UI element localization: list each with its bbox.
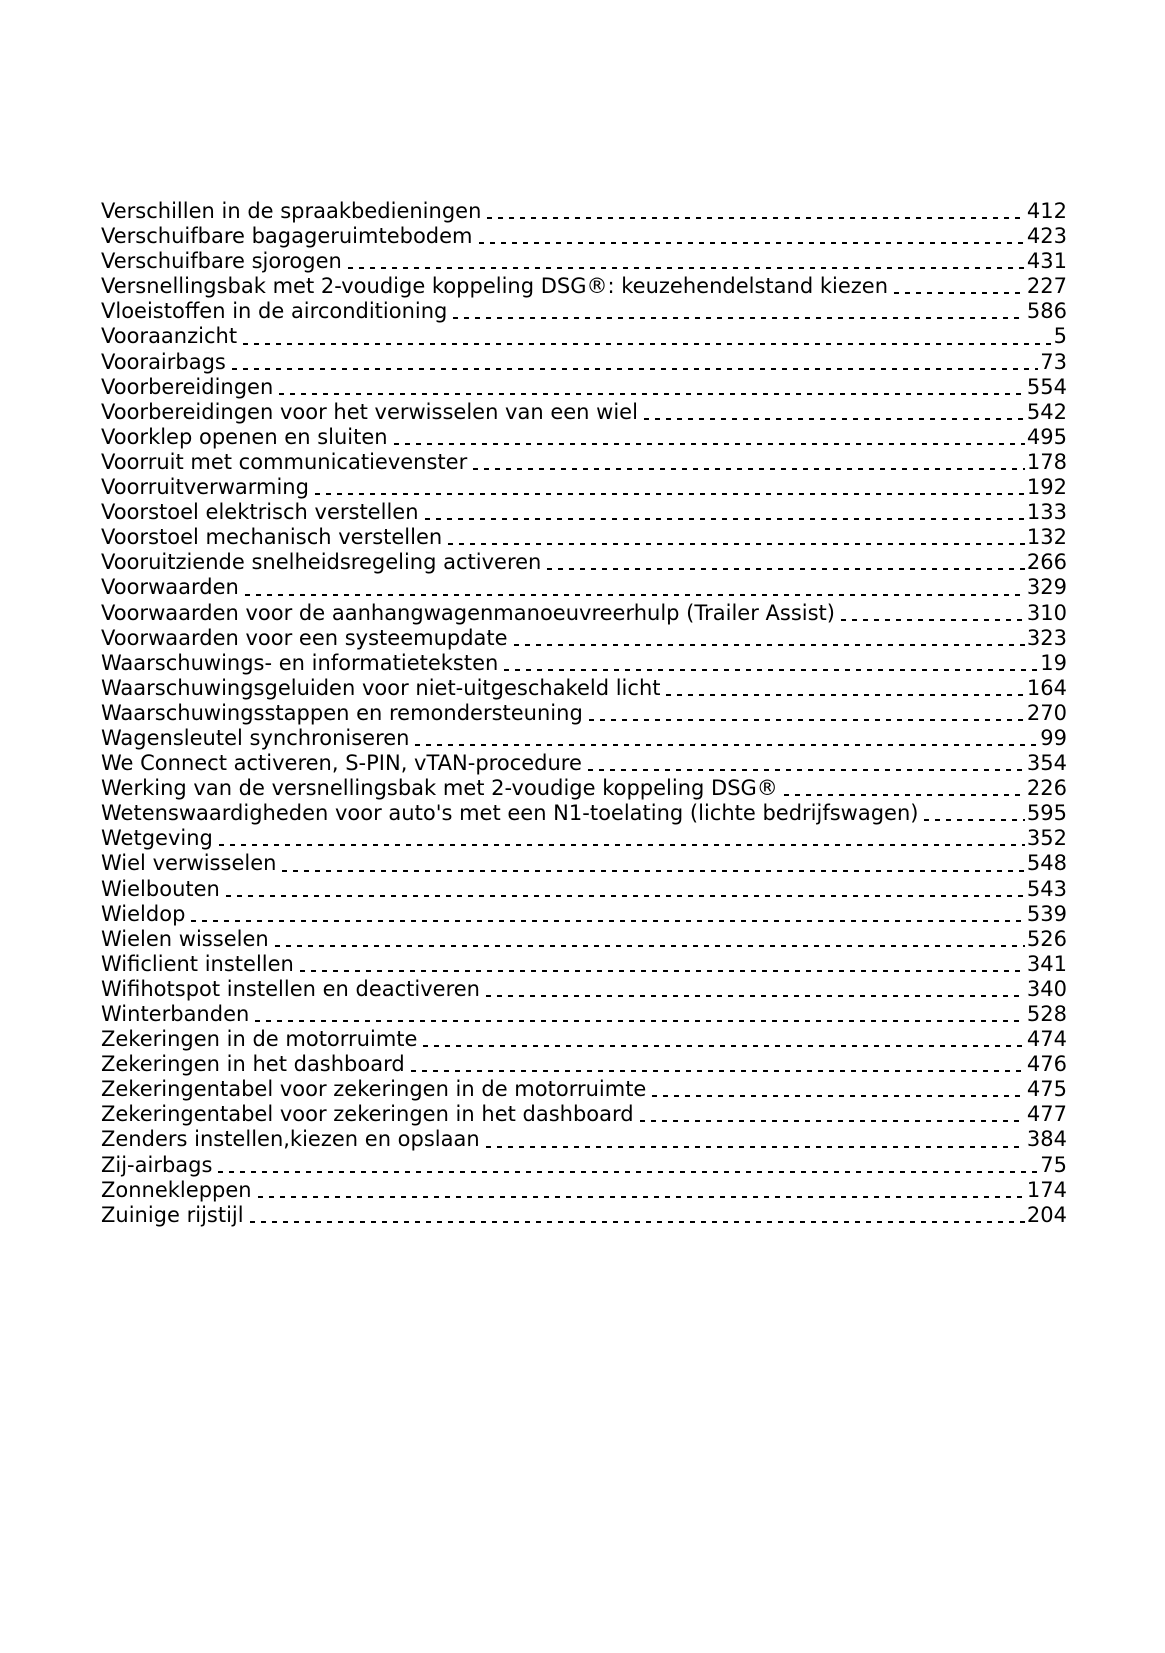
entry-title: Wielen wisselen	[101, 926, 269, 951]
entry-page-number: 340	[1026, 976, 1067, 1001]
index-entry[interactable]	[101, 1002, 1067, 1027]
entry-page-number: 477	[1026, 1102, 1067, 1127]
entry-title: Voorruit met communicatievenster	[101, 449, 468, 474]
index-entry[interactable]	[101, 952, 1067, 977]
entry-page-number: 99	[1040, 725, 1067, 750]
index-entry[interactable]	[101, 651, 1067, 676]
entry-page-number: 323	[1026, 625, 1067, 650]
entry-page-number: 542	[1026, 399, 1067, 424]
entry-title: Wificlient instellen	[101, 951, 294, 976]
entry-title: Waarschuwings- en informatieteksten	[101, 650, 499, 675]
entry-page-number: 352	[1026, 826, 1067, 851]
dot-leader	[644, 417, 1025, 420]
entry-title: Wetgeving	[101, 826, 213, 851]
entry-title: Vloeistoffen in de airconditioning	[101, 299, 448, 324]
entry-page-number: 341	[1026, 951, 1067, 976]
entry-title: Voorwaarden	[101, 575, 239, 600]
entry-page-number: 528	[1026, 1002, 1067, 1026]
index-entry[interactable]	[101, 851, 1067, 876]
dot-leader	[226, 894, 1025, 897]
entry-page-number: 526	[1026, 926, 1067, 951]
entry-title: Versnellingsbak met 2-voudige koppeling DSG®: keuzehendelstand kiezen	[101, 274, 888, 299]
index-entry[interactable]	[101, 224, 1067, 249]
entry-title: Zekeringen in de motorruimte	[101, 1027, 418, 1052]
entry-title: Wiel verwisselen	[101, 851, 277, 876]
entry-title: Voorklep openen en sluiten	[101, 424, 388, 449]
entry-page-number: 174	[1026, 1177, 1067, 1202]
dot-leader	[232, 367, 1038, 370]
entry-page-number: 178	[1026, 449, 1067, 474]
dot-leader	[640, 1119, 1025, 1122]
dot-leader	[258, 1195, 1025, 1198]
entry-title: Voorbereidingen	[101, 374, 274, 399]
entry-page-number: 132	[1026, 525, 1067, 550]
dot-leader	[453, 316, 1025, 319]
index-entry[interactable]	[101, 274, 1067, 299]
entry-page-number: 266	[1026, 550, 1067, 575]
index-list	[101, 199, 1067, 1228]
index-entry[interactable]	[101, 701, 1067, 726]
dot-leader	[924, 818, 1024, 821]
dot-leader	[415, 743, 1038, 746]
dot-leader	[841, 618, 1025, 621]
dot-leader	[588, 768, 1025, 771]
entry-title: Zekeringentabel voor zekeringen in het dashboard	[101, 1102, 634, 1127]
dot-leader	[894, 291, 1025, 294]
entry-title: Waarschuwingsgeluiden voor niet-uitgeschakeld licht	[101, 675, 661, 700]
entry-title: Winterbanden	[101, 1002, 250, 1026]
dot-leader	[486, 994, 1025, 997]
index-entry[interactable]	[101, 826, 1067, 851]
entry-title: Voorairbags	[101, 349, 226, 374]
index-entry[interactable]	[101, 801, 1067, 826]
index-entry[interactable]	[101, 400, 1067, 425]
dot-leader	[423, 1044, 1024, 1047]
entry-title: Voorstoel mechanisch verstellen	[101, 525, 443, 550]
entry-title: Voorruitverwarming	[101, 475, 309, 500]
index-entry[interactable]	[101, 450, 1067, 475]
entry-title: Waarschuwingsstappen en remondersteuning	[101, 700, 583, 725]
entry-page-number: 354	[1026, 751, 1067, 776]
dot-leader	[191, 919, 1025, 922]
entry-title: Zekeringentabel voor zekeringen in de motorruimte	[101, 1077, 647, 1102]
entry-title: Voorstoel elektrisch verstellen	[101, 500, 419, 525]
entry-page-number: 586	[1026, 299, 1067, 324]
index-entry[interactable]	[101, 299, 1067, 324]
index-entry[interactable]	[101, 324, 1067, 349]
dot-leader	[282, 869, 1024, 872]
entry-page-number: 554	[1026, 374, 1067, 399]
entry-title: Werking van de versnellingsbak met 2-voudige koppeling DSG®	[101, 776, 778, 801]
index-entry[interactable]	[101, 500, 1067, 525]
entry-page-number: 595	[1026, 801, 1067, 826]
index-entry[interactable]	[101, 1102, 1067, 1127]
entry-title: Vooruitziende snelheidsregeling activeren	[101, 550, 542, 575]
entry-title: Voorwaarden voor een systeemupdate	[101, 625, 508, 650]
index-entry[interactable]	[101, 977, 1067, 1002]
entry-title: Wifihotspot instellen en deactiveren	[101, 976, 480, 1001]
dot-leader	[243, 342, 1052, 345]
entry-title: Wieldop	[101, 901, 186, 926]
index-entry[interactable]	[101, 1178, 1067, 1203]
dot-leader	[348, 266, 1025, 269]
index-entry[interactable]	[101, 1153, 1067, 1178]
entry-page-number: 204	[1026, 1202, 1067, 1227]
entry-title: Vooraanzicht	[101, 324, 238, 349]
entry-title: Wetenswaardigheden voor auto's met een N1-toelating (lichte bedrijfswagen)	[101, 801, 919, 826]
entry-title: We Connect activeren, S-PIN, vTAN-procedure	[101, 751, 582, 776]
entry-page-number: 548	[1026, 851, 1067, 876]
entry-title: Voorbereidingen voor het verwisselen van een wiel	[101, 399, 638, 424]
entry-page-number: 5	[1053, 324, 1067, 349]
entry-title: Zekeringen in het dashboard	[101, 1052, 405, 1077]
index-entry[interactable]	[101, 475, 1067, 500]
entry-page-number: 310	[1026, 600, 1067, 625]
index-entry[interactable]	[101, 375, 1067, 400]
entry-page-number: 329	[1026, 575, 1067, 600]
entry-title: Verschuifbare sjorogen	[101, 249, 342, 274]
dot-leader	[448, 542, 1025, 545]
dot-leader	[315, 492, 1025, 495]
dot-leader	[473, 467, 1025, 470]
index-entry[interactable]	[101, 601, 1067, 626]
entry-page-number: 75	[1040, 1152, 1067, 1177]
index-entry[interactable]	[101, 927, 1067, 952]
dot-leader	[425, 517, 1025, 520]
entry-page-number: 476	[1026, 1052, 1067, 1077]
entry-title: Wielbouten	[101, 876, 220, 901]
index-entry[interactable]	[101, 575, 1067, 600]
dot-leader	[218, 1170, 1038, 1173]
dot-leader	[275, 944, 1025, 947]
index-entry[interactable]	[101, 249, 1067, 274]
index-entry[interactable]	[101, 726, 1067, 751]
dot-leader	[514, 643, 1025, 646]
dot-leader	[394, 442, 1025, 445]
entry-page-number: 192	[1026, 475, 1067, 500]
entry-page-number: 384	[1026, 1127, 1067, 1152]
dot-leader	[479, 241, 1025, 244]
entry-title: Zij-airbags	[101, 1152, 213, 1177]
entry-page-number: 270	[1026, 700, 1067, 725]
index-entry[interactable]	[101, 676, 1067, 701]
entry-title: Zenders instellen,kiezen en opslaan	[101, 1127, 480, 1152]
entry-title: Voorwaarden voor de aanhangwagenmanoeuvreerhulp (Trailer Assist)	[101, 600, 835, 625]
index-entry[interactable]	[101, 1127, 1067, 1152]
index-entry[interactable]	[101, 199, 1067, 224]
entry-page-number: 412	[1026, 199, 1067, 223]
entry-page-number: 474	[1026, 1027, 1067, 1052]
dot-leader	[486, 1145, 1025, 1148]
dot-leader	[250, 1220, 1025, 1223]
index-entry[interactable]	[101, 1027, 1067, 1052]
entry-page-number: 495	[1026, 424, 1067, 449]
dot-leader	[411, 1069, 1025, 1072]
dot-leader	[279, 392, 1025, 395]
entry-title: Verschuifbare bagageruimtebodem	[101, 224, 473, 249]
dot-leader	[219, 843, 1025, 846]
entry-page-number: 475	[1026, 1077, 1067, 1102]
index-entry[interactable]	[101, 1203, 1067, 1228]
entry-page-number: 133	[1026, 500, 1067, 525]
index-entry[interactable]	[101, 1052, 1067, 1077]
index-entry[interactable]	[101, 776, 1067, 801]
index-entry[interactable]	[101, 425, 1067, 450]
entry-page-number: 423	[1026, 224, 1067, 249]
index-entry[interactable]	[101, 525, 1067, 550]
dot-leader	[504, 668, 1038, 671]
index-entry[interactable]	[101, 626, 1067, 651]
dot-leader	[666, 693, 1024, 696]
index-entry[interactable]	[101, 1077, 1067, 1102]
entry-title: Wagensleutel synchroniseren	[101, 725, 410, 750]
entry-page-number: 227	[1026, 274, 1067, 299]
dot-leader	[784, 793, 1025, 796]
index-entry[interactable]	[101, 751, 1067, 776]
entry-page-number: 19	[1040, 650, 1067, 675]
dot-leader	[589, 718, 1025, 721]
entry-page-number: 539	[1026, 901, 1067, 926]
entry-page-number: 543	[1026, 876, 1067, 901]
dot-leader	[255, 1019, 1025, 1022]
index-entry[interactable]	[101, 877, 1067, 902]
index-entry[interactable]	[101, 350, 1067, 375]
index-entry[interactable]	[101, 550, 1067, 575]
entry-page-number: 73	[1040, 349, 1067, 374]
entry-page-number: 431	[1026, 249, 1067, 274]
dot-leader	[245, 593, 1025, 596]
dot-leader	[547, 567, 1025, 570]
entry-title: Zonnekleppen	[101, 1177, 252, 1202]
dot-leader	[487, 216, 1025, 219]
dot-leader	[652, 1094, 1025, 1097]
entry-title: Zuinige rijstijl	[101, 1202, 244, 1227]
entry-page-number: 164	[1026, 675, 1067, 700]
index-entry[interactable]	[101, 902, 1067, 927]
entry-title: Verschillen in de spraakbedieningen	[101, 199, 482, 223]
dot-leader	[300, 969, 1025, 972]
entry-page-number: 226	[1026, 776, 1067, 801]
